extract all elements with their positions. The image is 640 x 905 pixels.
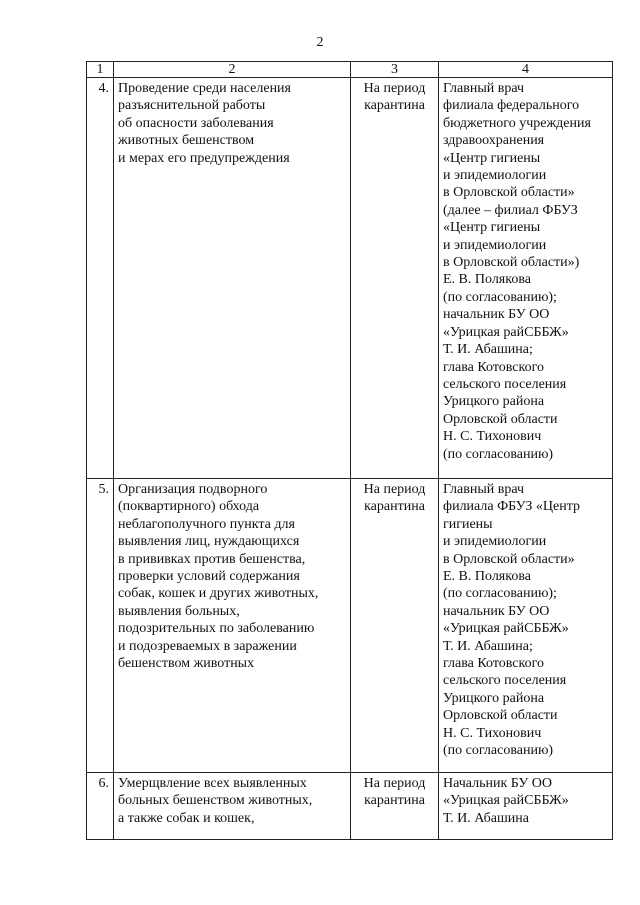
activity-cell (114, 773, 351, 840)
responsible-line: Т. И. Абашина; (443, 638, 533, 654)
responsible-line: Т. И. Абашина (443, 810, 529, 826)
responsible-line: «Урицкая райСББЖ» (443, 793, 569, 809)
period-line: карантина (364, 499, 425, 515)
activity-cell (114, 78, 351, 479)
responsible-line: Главный врач (443, 81, 525, 96)
responsible-line: филиала ФБУЗ «Центр (443, 499, 581, 515)
activity-line: бешенством животных (118, 656, 255, 672)
responsible-line: «Центр гигиены (443, 220, 541, 236)
table-row (87, 773, 613, 840)
responsible-line: Н. С. Тихонович (443, 725, 542, 741)
header-col-4: 4 (439, 62, 613, 78)
header-col-2: 2 (114, 62, 351, 78)
responsible-line: Орловской области (443, 411, 558, 427)
responsible-line: начальник БУ ОО (443, 307, 550, 323)
activity-line: и подозреваемых в заражении (118, 638, 297, 654)
responsible-line: (по согласованию); (443, 586, 557, 602)
responsible-line: (по согласованию); (443, 289, 557, 305)
activity-line: Умерщвление всех выявленных (118, 776, 307, 791)
responsible-line: гигиены (443, 516, 493, 532)
row-number: 6. (87, 773, 114, 840)
responsible-line: «Урицкая райСББЖ» (443, 621, 569, 637)
responsible-line: Т. И. Абашина; (443, 342, 533, 358)
row-number: 5. (87, 479, 114, 773)
responsible-line: сельского поселения (443, 376, 567, 392)
activity-line: выявления больных, (118, 603, 240, 619)
responsible-line: в Орловской области» (443, 185, 575, 201)
responsible-line: в Орловской области») (443, 255, 580, 271)
page-number: 2 (316, 35, 324, 50)
activity-line: Проведение среди населения (118, 81, 291, 96)
responsible-line: Урицкого района (443, 690, 545, 706)
activity-line: проверки условий содержания (118, 569, 300, 585)
activity-line: подозрительных по заболеванию (118, 621, 315, 637)
responsible-line: (далее – филиал ФБУЗ (443, 202, 578, 218)
responsible-line: Орловской области (443, 708, 558, 724)
responsible-line: Урицкого района (443, 394, 545, 410)
responsible-line: здравоохранения (443, 133, 545, 149)
responsible-line: бюджетного учреждения (443, 115, 591, 131)
activity-line: в прививках против бешенства, (118, 551, 306, 567)
activity-line: Организация подворного (118, 482, 268, 497)
responsible-line: Е. В. Полякова (443, 272, 531, 288)
responsible-cell (439, 78, 613, 479)
activity-line: и мерах его предупреждения (118, 150, 290, 166)
responsible-line: Начальник БУ ОО (443, 776, 552, 791)
table-row (87, 78, 613, 479)
header-col-1: 1 (87, 62, 114, 78)
activity-line: больных бешенством животных, (118, 793, 313, 809)
responsible-line: «Урицкая райСББЖ» (443, 324, 569, 340)
header-col-3: 3 (351, 62, 439, 78)
responsible-cell (439, 773, 613, 840)
responsible-line: (по согласованию) (443, 743, 554, 759)
period-line: На период (363, 776, 426, 791)
table-row (87, 479, 613, 773)
responsible-line: Е. В. Полякова (443, 569, 531, 585)
responsible-line: глава Котовского (443, 656, 544, 672)
activity-line: об опасности заболевания (118, 115, 274, 131)
responsible-line: «Центр гигиены (443, 150, 541, 166)
activity-line: а также собак и кошек, (118, 810, 255, 826)
period-line: карантина (364, 793, 425, 809)
period-cell (351, 479, 439, 773)
period-cell (351, 773, 439, 840)
activity-cell (114, 479, 351, 773)
period-cell (351, 78, 439, 479)
responsible-line: филиала федерального (443, 98, 580, 114)
responsible-line: глава Котовского (443, 359, 544, 375)
responsible-line: и эпидемиологии (443, 168, 547, 184)
responsible-line: в Орловской области» (443, 551, 575, 567)
activity-line: (поквартирного) обхода (118, 499, 260, 515)
row-number: 4. (87, 78, 114, 479)
period-line: На период (363, 81, 426, 96)
header-row (87, 62, 613, 78)
responsible-line: (по согласованию) (443, 446, 554, 462)
measures-table (86, 61, 613, 840)
activity-line: разъяснительной работы (118, 98, 266, 114)
activity-line: собак, кошек и других животных, (118, 586, 319, 602)
activity-line: животных бешенством (118, 133, 255, 149)
responsible-line: Главный врач (443, 482, 525, 497)
period-line: карантина (364, 98, 425, 114)
responsible-cell (439, 479, 613, 773)
responsible-line: начальник БУ ОО (443, 603, 550, 619)
responsible-line: и эпидемиологии (443, 534, 547, 550)
responsible-line: сельского поселения (443, 673, 567, 689)
activity-line: неблагополучного пункта для (118, 516, 295, 532)
responsible-line: Н. С. Тихонович (443, 429, 542, 445)
activity-line: выявления лиц, нуждающихся (118, 534, 300, 550)
responsible-line: и эпидемиологии (443, 237, 547, 253)
period-line: На период (363, 482, 426, 497)
